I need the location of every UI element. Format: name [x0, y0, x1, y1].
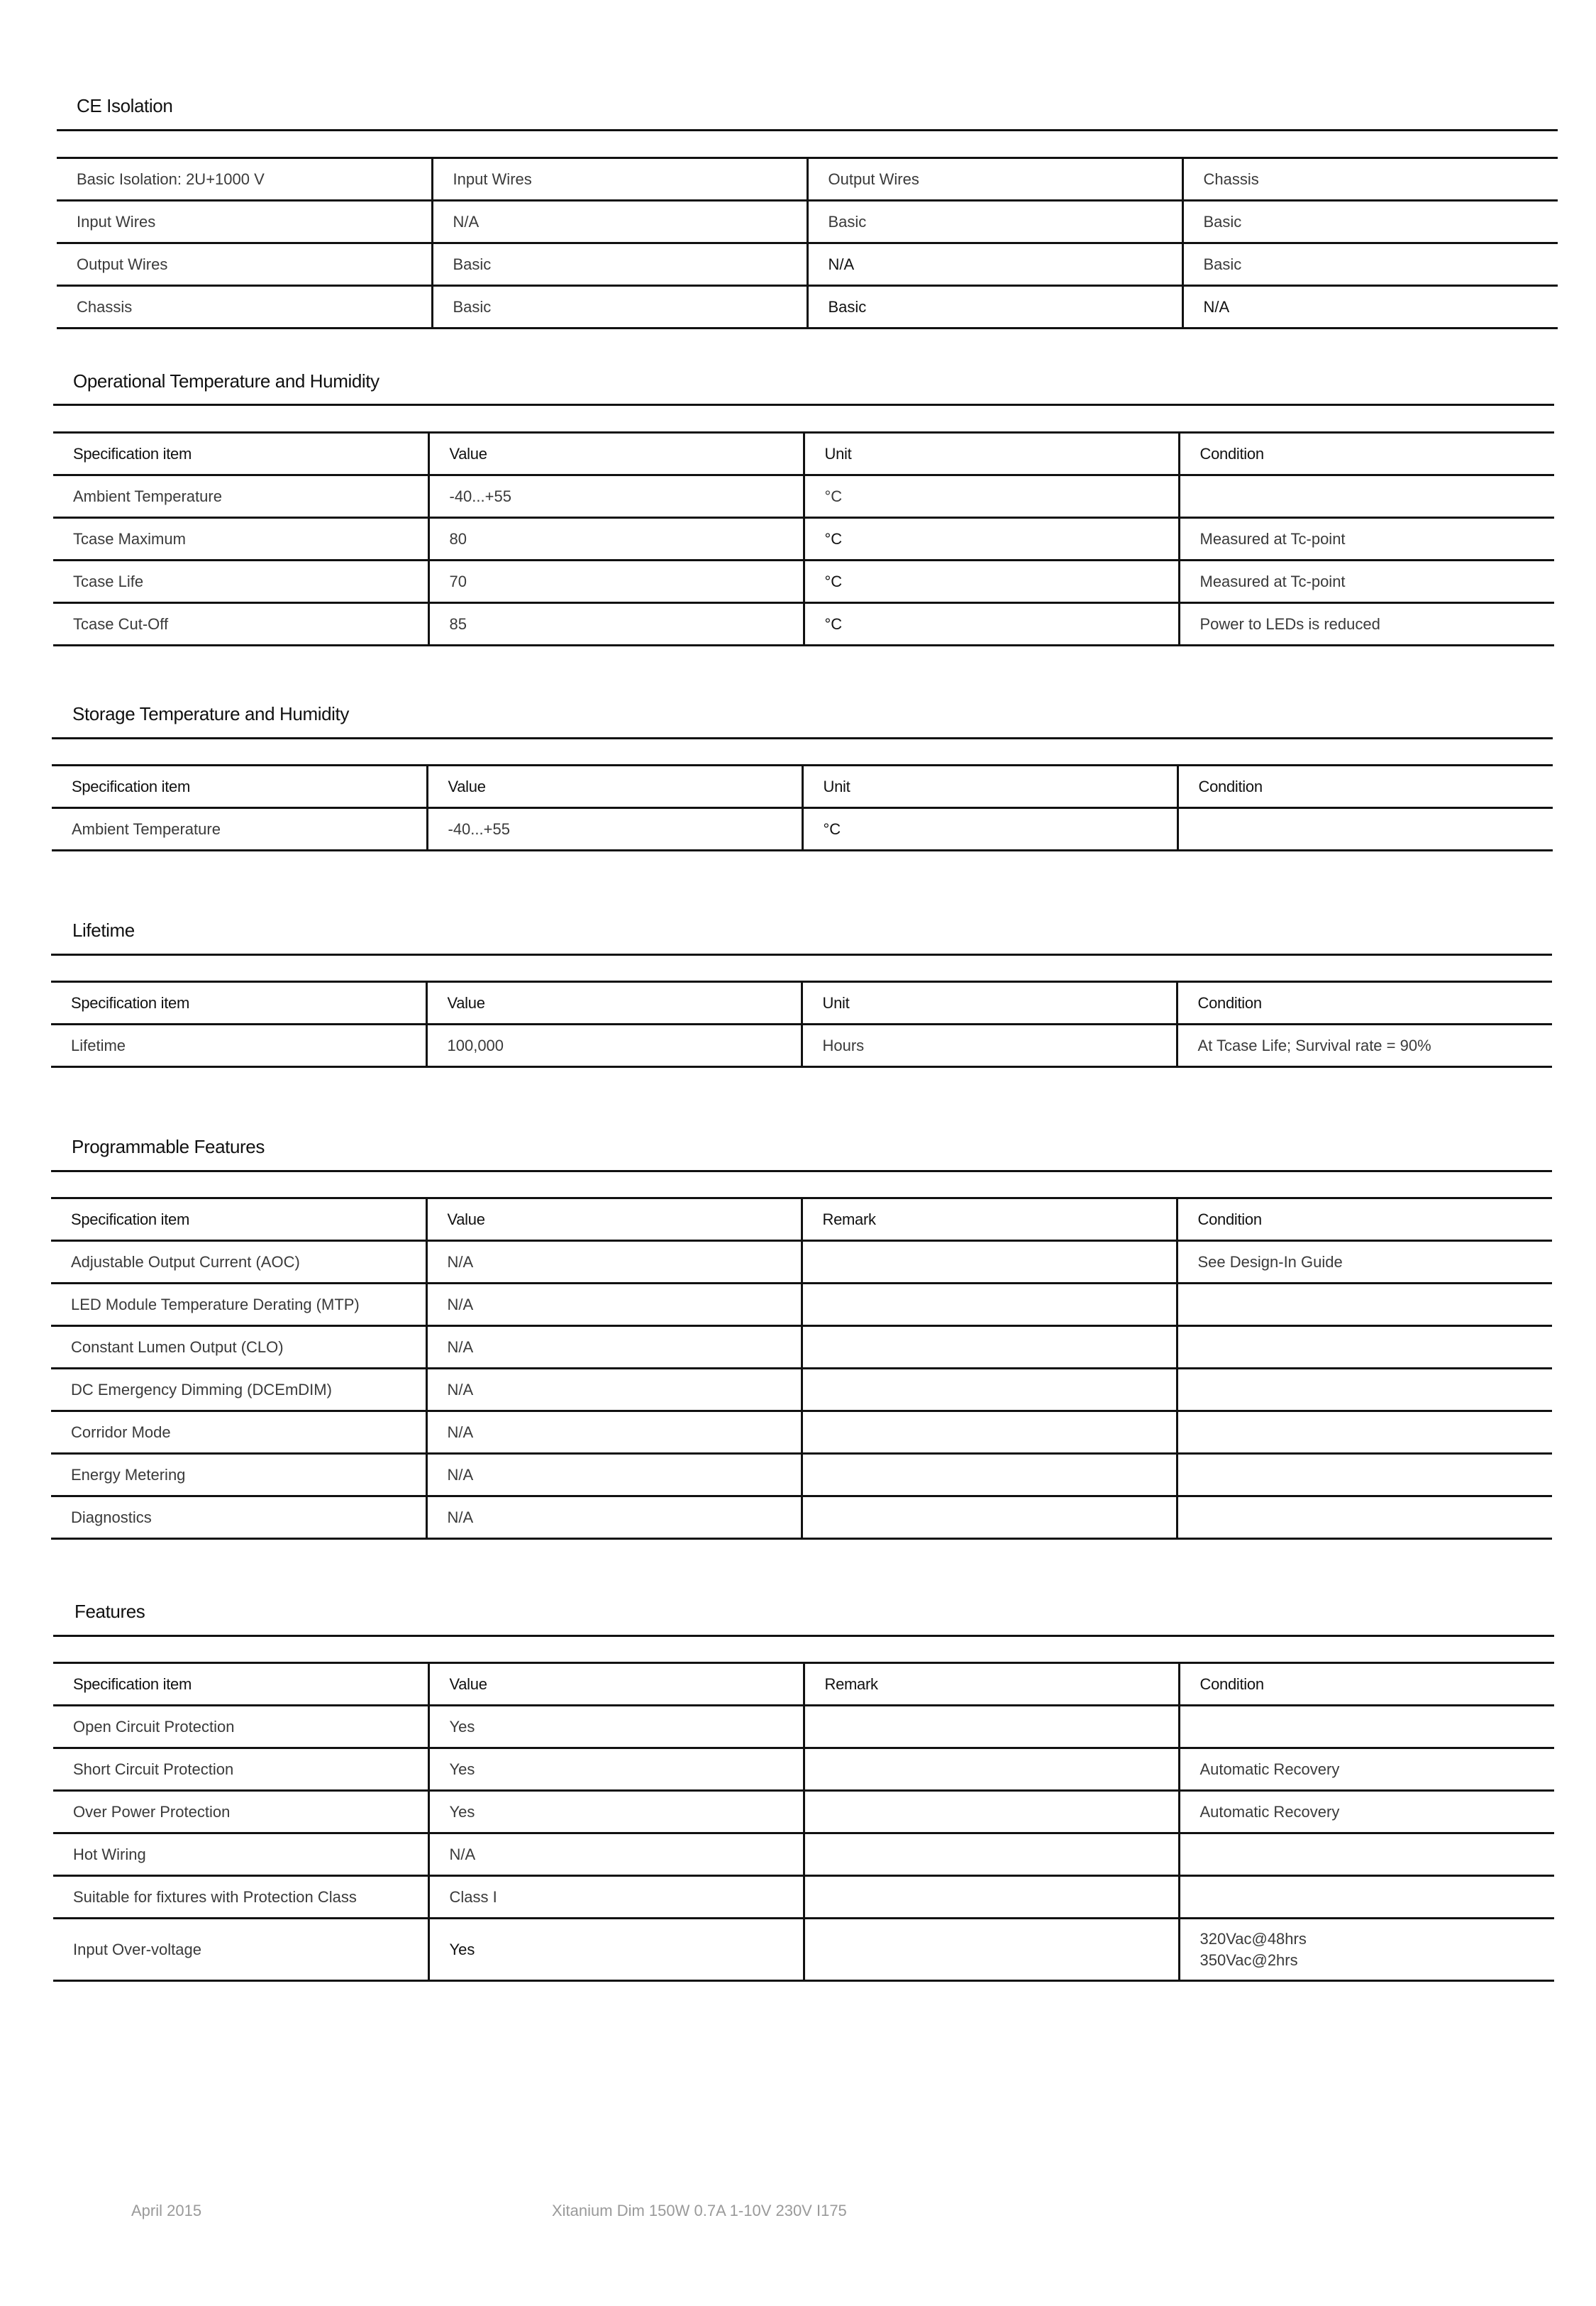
- table-cell: Ambient Temperature: [52, 808, 427, 851]
- table-cell: 70: [428, 561, 804, 603]
- table-row: [57, 158, 1558, 201]
- table-cell: °C: [804, 603, 1179, 646]
- column-header: Remark: [804, 1663, 1179, 1706]
- table-row: [53, 1876, 1554, 1919]
- table-cell: 100,000: [426, 1025, 802, 1067]
- table-cell: °C: [804, 561, 1179, 603]
- table-cell: N/A: [426, 1369, 802, 1411]
- table-cell: Tcase Maximum: [53, 518, 428, 561]
- section-title: Operational Temperature and Humidity: [73, 370, 379, 392]
- table-header-row: [53, 433, 1554, 475]
- column-header: Unit: [804, 433, 1179, 475]
- table-row: [53, 1833, 1554, 1876]
- column-header: Remark: [802, 1198, 1177, 1241]
- table-cell: °C: [802, 808, 1177, 851]
- storage-table: [52, 764, 1553, 851]
- footer-product: Xitanium Dim 150W 0.7A 1-10V 230V I175: [552, 2202, 847, 2219]
- ce-isolation-table: [57, 157, 1558, 329]
- footer-date: April 2015: [131, 2202, 202, 2219]
- column-header: Condition: [1177, 982, 1552, 1025]
- table-cell: Tcase Cut-Off: [53, 603, 428, 646]
- table-cell: Output Wires: [57, 243, 432, 286]
- column-header: Value: [426, 1198, 802, 1241]
- table-cell: Corridor Mode: [51, 1411, 426, 1454]
- column-header: Condition: [1179, 433, 1554, 475]
- table-cell: N/A: [1182, 286, 1558, 329]
- section-title: Programmable Features: [72, 1136, 265, 1157]
- section-rule: [57, 129, 1558, 131]
- table-cell: Yes: [428, 1791, 804, 1833]
- table-row: [52, 808, 1553, 851]
- table-cell: [802, 1496, 1177, 1539]
- column-header: Specification item: [53, 1663, 428, 1706]
- column-header: Specification item: [53, 433, 428, 475]
- table-cell: Diagnostics: [51, 1496, 426, 1539]
- table-cell: Adjustable Output Current (AOC): [51, 1241, 426, 1284]
- table-cell: Constant Lumen Output (CLO): [51, 1326, 426, 1369]
- section-rule: [51, 1170, 1552, 1172]
- table-cell: [1177, 1496, 1552, 1539]
- operational-table: [53, 431, 1554, 646]
- table-row: [53, 475, 1554, 518]
- table-cell: See Design-In Guide: [1177, 1241, 1552, 1284]
- table-cell: Tcase Life: [53, 561, 428, 603]
- table-cell: Automatic Recovery: [1179, 1748, 1554, 1791]
- column-header: Value: [427, 766, 802, 808]
- table-cell: Chassis: [57, 286, 432, 329]
- table-cell: Output Wires: [807, 158, 1182, 201]
- section-rule: [53, 404, 1554, 406]
- table-row: [57, 286, 1558, 329]
- table-cell: Class I: [428, 1876, 804, 1919]
- table-row: [53, 561, 1554, 603]
- table-cell: [802, 1326, 1177, 1369]
- table-cell: [802, 1369, 1177, 1411]
- table-cell: Measured at Tc-point: [1179, 561, 1554, 603]
- column-header: Unit: [802, 766, 1177, 808]
- table-cell: N/A: [807, 243, 1182, 286]
- table-cell: N/A: [426, 1496, 802, 1539]
- table-cell: 80: [428, 518, 804, 561]
- table-cell: N/A: [426, 1326, 802, 1369]
- section-title: Lifetime: [72, 920, 135, 941]
- table-cell: N/A: [428, 1833, 804, 1876]
- table-row: [53, 1919, 1554, 1981]
- table-cell: Power to LEDs is reduced: [1179, 603, 1554, 646]
- table-cell: [802, 1284, 1177, 1326]
- table-cell: Suitable for fixtures with Protection Class: [53, 1876, 428, 1919]
- column-header: Condition: [1179, 1663, 1554, 1706]
- table-cell: [804, 1791, 1179, 1833]
- table-row: [51, 1496, 1552, 1539]
- table-cell: [1179, 475, 1554, 518]
- table-cell: N/A: [426, 1411, 802, 1454]
- table-row: [51, 1284, 1552, 1326]
- table-cell: [1177, 1454, 1552, 1496]
- table-row: [51, 1025, 1552, 1067]
- table-cell: °C: [804, 475, 1179, 518]
- table-cell: LED Module Temperature Derating (MTP): [51, 1284, 426, 1326]
- table-cell: [1179, 1706, 1554, 1748]
- table-cell: -40...+55: [428, 475, 804, 518]
- table-cell: N/A: [426, 1241, 802, 1284]
- table-cell: Basic: [1182, 201, 1558, 243]
- table-cell: Input Wires: [57, 201, 432, 243]
- table-cell: [1177, 1369, 1552, 1411]
- table-cell: Short Circuit Protection: [53, 1748, 428, 1791]
- section-rule: [53, 1635, 1554, 1637]
- table-cell: Basic Isolation: 2U+1000 V: [57, 158, 432, 201]
- table-cell: Basic: [807, 201, 1182, 243]
- section-title: Features: [74, 1601, 145, 1622]
- condition-line: 320Vac@48hrs: [1199, 1929, 1307, 1948]
- features-table: [53, 1662, 1554, 1982]
- table-cell: [804, 1919, 1179, 1981]
- table-cell: Input Over-voltage: [53, 1919, 428, 1981]
- table-row: [53, 603, 1554, 646]
- table-cell: Open Circuit Protection: [53, 1706, 428, 1748]
- table-cell: [802, 1454, 1177, 1496]
- table-cell: [1179, 1876, 1554, 1919]
- column-header: Value: [426, 982, 802, 1025]
- column-header: Specification item: [51, 982, 426, 1025]
- table-row: [53, 1706, 1554, 1748]
- table-row: [53, 1791, 1554, 1833]
- table-row: [51, 1326, 1552, 1369]
- section-rule: [52, 737, 1553, 739]
- table-header-row: [53, 1663, 1554, 1706]
- table-row: [51, 1411, 1552, 1454]
- table-cell: [1177, 1326, 1552, 1369]
- table-header-row: [51, 982, 1552, 1025]
- table-cell: [1177, 1284, 1552, 1326]
- column-header: Condition: [1177, 1198, 1552, 1241]
- table-row: [51, 1241, 1552, 1284]
- table-row: [51, 1369, 1552, 1411]
- table-cell: 85: [428, 603, 804, 646]
- table-cell: Lifetime: [51, 1025, 426, 1067]
- table-cell: [804, 1706, 1179, 1748]
- table-cell: Chassis: [1182, 158, 1558, 201]
- table-cell: Hours: [802, 1025, 1177, 1067]
- table-row: [57, 201, 1558, 243]
- table-cell: Ambient Temperature: [53, 475, 428, 518]
- table-cell: [804, 1833, 1179, 1876]
- table-cell: [802, 1241, 1177, 1284]
- table-row: [51, 1454, 1552, 1496]
- table-cell: Yes: [428, 1706, 804, 1748]
- table-cell: Energy Metering: [51, 1454, 426, 1496]
- table-cell: N/A: [426, 1454, 802, 1496]
- table-row: [53, 1748, 1554, 1791]
- table-cell: Basic: [1182, 243, 1558, 286]
- table-cell: Hot Wiring: [53, 1833, 428, 1876]
- table-cell: Over Power Protection: [53, 1791, 428, 1833]
- table-cell: Basic: [432, 243, 807, 286]
- section-rule: [51, 954, 1552, 956]
- table-row: [57, 243, 1558, 286]
- table-cell: Automatic Recovery: [1179, 1791, 1554, 1833]
- column-header: Value: [428, 1663, 804, 1706]
- column-header: Specification item: [52, 766, 427, 808]
- table-cell: Yes: [428, 1748, 804, 1791]
- table-cell: Input Wires: [432, 158, 807, 201]
- table-cell: Basic: [432, 286, 807, 329]
- table-cell: N/A: [432, 201, 807, 243]
- table-cell: °C: [804, 518, 1179, 561]
- condition-line: 350Vac@2hrs: [1199, 1951, 1298, 1969]
- table-cell: N/A: [426, 1284, 802, 1326]
- table-cell: [804, 1748, 1179, 1791]
- table-cell: Yes: [428, 1919, 804, 1981]
- table-cell: Basic: [807, 286, 1182, 329]
- table-cell: [802, 1411, 1177, 1454]
- column-header: Unit: [802, 982, 1177, 1025]
- column-header: Value: [428, 433, 804, 475]
- table-cell: [1177, 808, 1553, 851]
- table-cell: [804, 1876, 1179, 1919]
- table-header-row: [52, 766, 1553, 808]
- table-cell: Measured at Tc-point: [1179, 518, 1554, 561]
- lifetime-table: [51, 981, 1552, 1068]
- table-cell: At Tcase Life; Survival rate = 90%: [1177, 1025, 1552, 1067]
- column-header: Condition: [1177, 766, 1553, 808]
- table-cell: [1179, 1919, 1554, 1981]
- column-header: Specification item: [51, 1198, 426, 1241]
- programmable-table: [51, 1197, 1552, 1540]
- table-cell: -40...+55: [427, 808, 802, 851]
- table-row: [53, 518, 1554, 561]
- section-title: Storage Temperature and Humidity: [72, 703, 349, 724]
- section-title: CE Isolation: [77, 95, 173, 116]
- table-cell: DC Emergency Dimming (DCEmDIM): [51, 1369, 426, 1411]
- table-cell: [1179, 1833, 1554, 1876]
- table-cell: [1177, 1411, 1552, 1454]
- table-header-row: [51, 1198, 1552, 1241]
